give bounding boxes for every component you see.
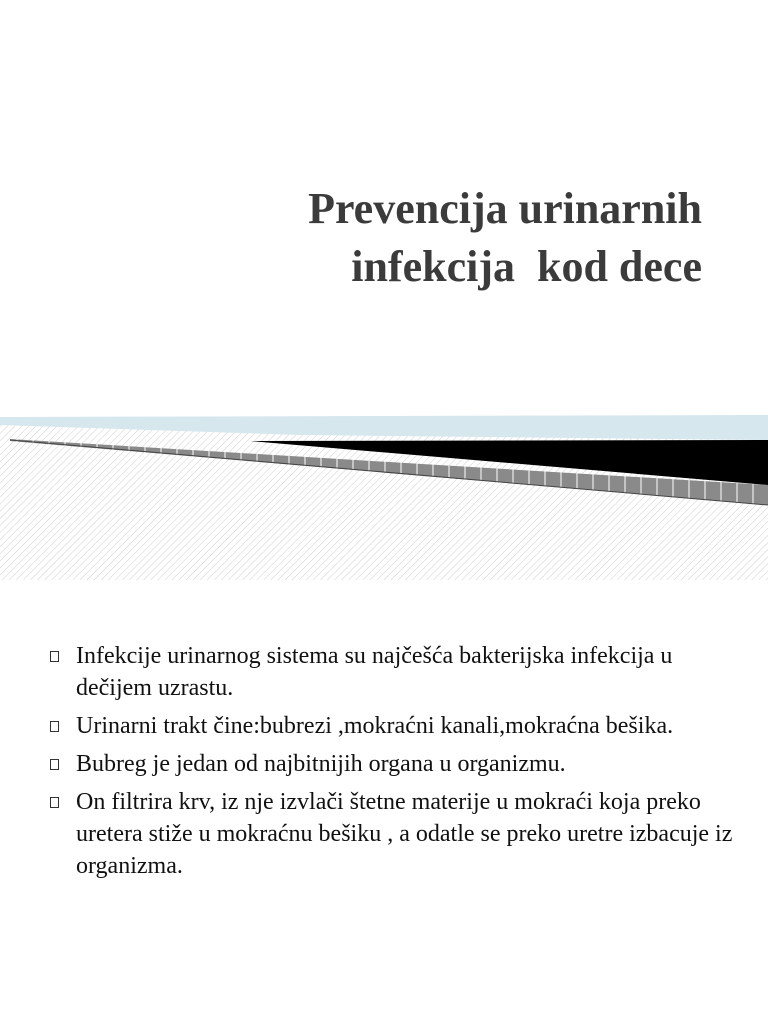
bullet-item [48, 710, 738, 742]
bullet-text: Infekcije urinarnog sistema su najčešća bakterijska infekcija u dečijem uzrastu. [76, 643, 673, 701]
title-line-1: Prevencija urinarnih [308, 184, 702, 233]
bullet-box-icon [50, 759, 59, 770]
bullet-box-icon [50, 651, 59, 662]
bullet-text: Bubreg je jedan od najbitnijih organa u organizmu. [76, 751, 566, 777]
bullet-item [48, 786, 738, 882]
bullet-item [48, 748, 738, 780]
bullet-box-icon [50, 721, 59, 732]
bullet-text: On filtrira krv, iz nje izvlači štetne materije u mokraći koja preko uretera stiže u mokraćnu bešiku , a odatle se preko uretre izbacuje iz organizma. [76, 789, 733, 879]
title-line-2: infekcija kod dece [351, 242, 702, 291]
bullet-box-icon [50, 797, 59, 808]
bullet-list [48, 640, 738, 888]
decorative-band [0, 405, 768, 580]
bullet-item [48, 640, 738, 704]
bullet-text: Urinarni trakt čine:bubrezi ,mokraćni kanali,mokraćna bešika. [76, 713, 674, 739]
slide-title [82, 180, 702, 296]
